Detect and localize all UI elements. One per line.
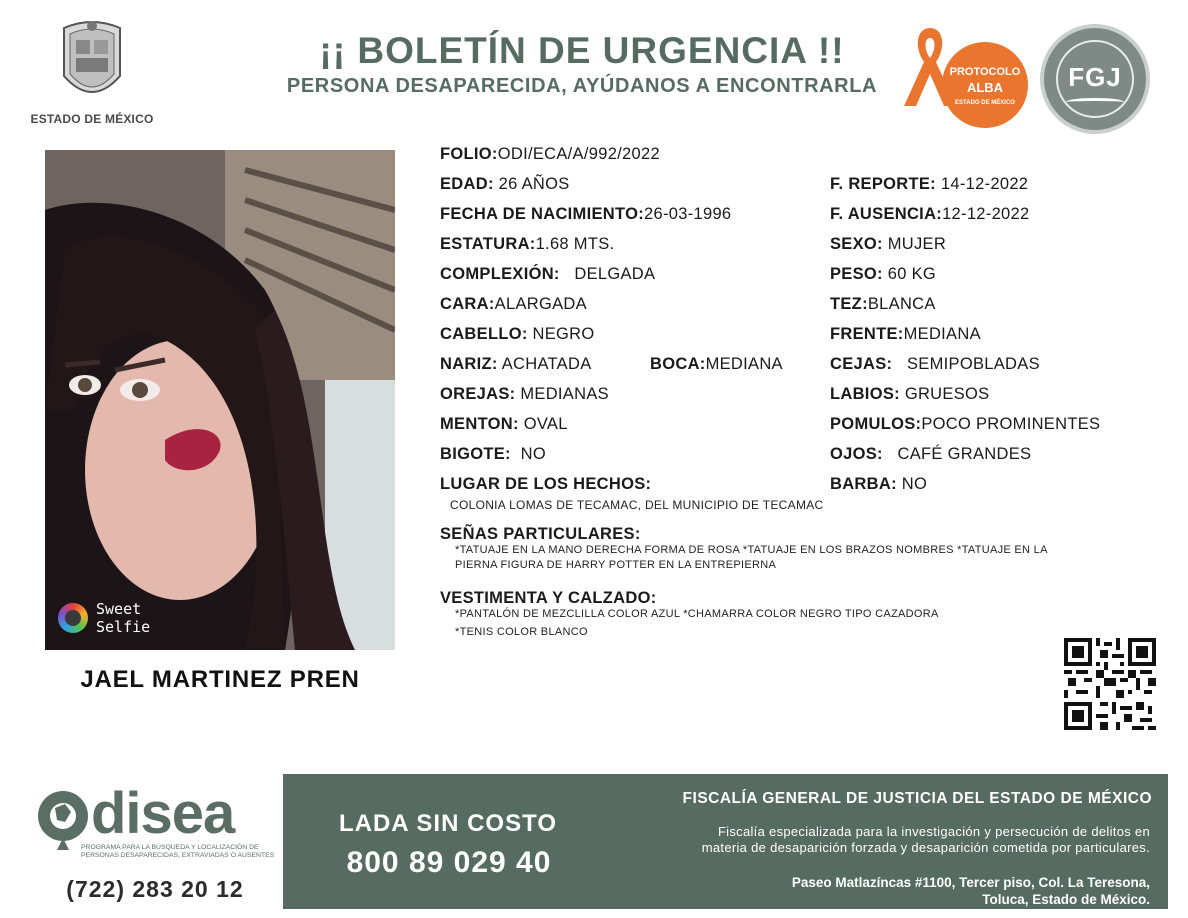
field-menton — [440, 415, 568, 434]
sweet-selfie-watermark — [58, 600, 150, 636]
field-value: NEGRO — [532, 325, 595, 343]
odisea-phone[interactable]: (722) 283 20 12 — [66, 876, 244, 902]
field-label: BOCA: — [650, 355, 706, 373]
field-label: FRENTE: — [830, 325, 904, 343]
fiscalia-desc-line2: materia de desaparición forzada y desaparición cometida por particulares. — [701, 840, 1150, 855]
field-value: SEMIPOBLADAS — [906, 355, 1040, 373]
lada-label: LADA SIN COSTO — [338, 810, 557, 837]
bulletin-title: ¡¡ BOLETÍN DE URGENCIA !! — [319, 30, 845, 71]
person-name: JAEL MARTINEZ PREN — [80, 666, 360, 693]
field-bigote — [440, 445, 546, 464]
field-value: 60 KG — [887, 265, 937, 283]
fiscalia-title: FISCALÍA GENERAL DE JUSTICIA DEL ESTADO DE MÉXICO — [682, 790, 1152, 807]
field-estatura — [440, 235, 614, 254]
field-label: COMPLEXIÓN: — [440, 265, 560, 283]
field-complexion — [440, 265, 655, 284]
field-value: NO — [520, 445, 546, 463]
field-value: ODI/ECA/A/992/2022 — [497, 145, 660, 163]
field-label: POMULOS: — [830, 415, 922, 433]
field-ojos — [830, 445, 1031, 464]
field-label: OJOS: — [830, 445, 883, 463]
field-barba — [830, 475, 927, 494]
field-value: BLANCA — [867, 295, 936, 313]
field-label: ESTATURA: — [440, 235, 536, 253]
field-pomulos — [830, 415, 1100, 434]
field-value: CAFÉ GRANDES — [897, 445, 1032, 463]
field-value: 14-12-2022 — [940, 175, 1029, 193]
senas-label: SEÑAS PARTICULARES: — [440, 525, 641, 543]
field-value: ALARGADA — [494, 295, 587, 313]
field-value: ACHATADA — [501, 355, 592, 373]
field-label: FECHA DE NACIMIENTO: — [440, 205, 644, 223]
person-photo — [45, 150, 395, 650]
field-value: NO — [901, 475, 928, 493]
portrait-illustration — [45, 150, 395, 650]
field-label: OREJAS: — [440, 385, 516, 403]
fiscalia-desc-line1: Fiscalía especializada para la investigación y persecución de delitos en — [717, 824, 1150, 839]
watermark-line2: Selfie — [96, 618, 151, 636]
field-edad — [440, 175, 570, 194]
field-value: MEDIANA — [903, 325, 981, 343]
footer-band — [283, 774, 1168, 909]
alba-line3: ESTADO DE MÉXICO — [955, 100, 1015, 106]
field-label: CEJAS: — [830, 355, 893, 373]
field-label: MENTON: — [440, 415, 519, 433]
field-value: 26 AÑOS — [498, 175, 570, 193]
field-value: POCO PROMINENTES — [921, 415, 1101, 433]
vestimenta-label: VESTIMENTA Y CALZADO: — [440, 589, 657, 607]
field-label: PESO: — [830, 265, 883, 283]
vestimenta-line2: *TENIS COLOR BLANCO — [455, 626, 588, 638]
field-label: LUGAR DE LOS HECHOS: — [440, 475, 652, 493]
field-label: CABELLO: — [440, 325, 528, 343]
odisea-word: disea — [91, 781, 235, 846]
field-label: BARBA: — [830, 475, 897, 493]
field-value: 1.68 MTS. — [535, 235, 615, 253]
qr-code[interactable] — [1064, 638, 1156, 730]
alba-line1: PROTOCOLO — [949, 66, 1021, 78]
field-nariz — [440, 355, 592, 374]
senas-line2: PIERNA FIGURA DE HARRY POTTER EN LA ENTREPIERNA — [455, 559, 777, 571]
field-label: F. REPORTE: — [830, 175, 936, 193]
field-value: 26-03-1996 — [644, 205, 732, 223]
protocolo-alba-logo — [900, 22, 1030, 132]
senas-line1: *TATUAJE EN LA MANO DERECHA FORMA DE ROSA *TATUAJE EN LOS BRAZOS NOMBRES *TATUAJE EN LA — [455, 544, 1048, 556]
field-frente — [830, 325, 981, 344]
fgj-text: FGJ — [1068, 62, 1122, 92]
field-lugar-label — [440, 475, 651, 494]
field-labios — [830, 385, 989, 404]
estado-de-mexico-logo — [22, 18, 162, 126]
fiscalia-address — [590, 874, 1150, 908]
field-cejas — [830, 355, 1040, 374]
field-label: BIGOTE: — [440, 445, 511, 463]
field-cara — [440, 295, 587, 314]
address-line1: Paseo Matlazíncas #1100, Tercer piso, Col. La Teresona, — [791, 875, 1150, 890]
field-cabello — [440, 325, 595, 344]
alba-badge — [942, 42, 1028, 128]
coat-of-arms-icon — [56, 18, 128, 106]
field-fecha-nacimiento — [440, 205, 731, 224]
field-folio — [440, 145, 660, 164]
eagle-wing-icon — [1066, 98, 1124, 106]
field-lugar-value: COLONIA LOMAS DE TECAMAC, DEL MUNICIPIO DE TECAMAC — [450, 498, 824, 512]
field-value: DELGADA — [574, 265, 656, 283]
field-f-reporte — [830, 175, 1028, 194]
alba-line2: ALBA — [966, 80, 1004, 95]
field-f-ausencia — [830, 205, 1029, 224]
odisea-logo — [35, 781, 275, 866]
field-label: TEZ: — [830, 295, 868, 313]
bulletin-subtitle: PERSONA DESAPARECIDA, AYÚDANOS A ENCONTRARLA — [286, 75, 878, 97]
field-value: 12-12-2022 — [942, 205, 1030, 223]
field-value: GRUESOS — [904, 385, 990, 403]
field-label: CARA: — [440, 295, 495, 313]
watermark-line1: Sweet — [96, 600, 142, 618]
odisea-description: PROGRAMA PARA LA BÚSQUEDA Y LOCALIZACIÓN DE PERSONAS DESAPARECIDAS, EXTRAVIADAS O AUSENTES — [81, 844, 275, 859]
fgj-logo — [1040, 24, 1150, 134]
field-label: LABIOS: — [830, 385, 900, 403]
field-boca — [650, 355, 783, 374]
field-label: FOLIO: — [440, 145, 498, 163]
field-value: MEDIANA — [705, 355, 783, 373]
field-label: EDAD: — [440, 175, 494, 193]
field-peso — [830, 265, 936, 284]
camera-lens-icon — [58, 603, 88, 633]
vestimenta-line1: *PANTALÓN DE MEZCLILLA COLOR AZUL *CHAMARRA COLOR NEGRO TIPO CAZADORA — [455, 608, 939, 620]
state-label: ESTADO DE MÉXICO — [30, 112, 154, 126]
address-line2: Toluca, Estado de México. — [982, 892, 1150, 907]
field-orejas — [440, 385, 609, 404]
lada-number[interactable]: 800 89 029 40 — [346, 846, 552, 879]
field-value: MUJER — [887, 235, 947, 253]
field-label: NARIZ: — [440, 355, 498, 373]
field-value: OVAL — [523, 415, 568, 433]
field-value: MEDIANAS — [520, 385, 609, 403]
field-tez — [830, 295, 936, 314]
field-sexo — [830, 235, 946, 254]
fiscalia-description — [590, 824, 1150, 856]
field-label: SEXO: — [830, 235, 883, 253]
field-label: F. AUSENCIA: — [830, 205, 943, 223]
location-pin-icon — [35, 788, 95, 850]
